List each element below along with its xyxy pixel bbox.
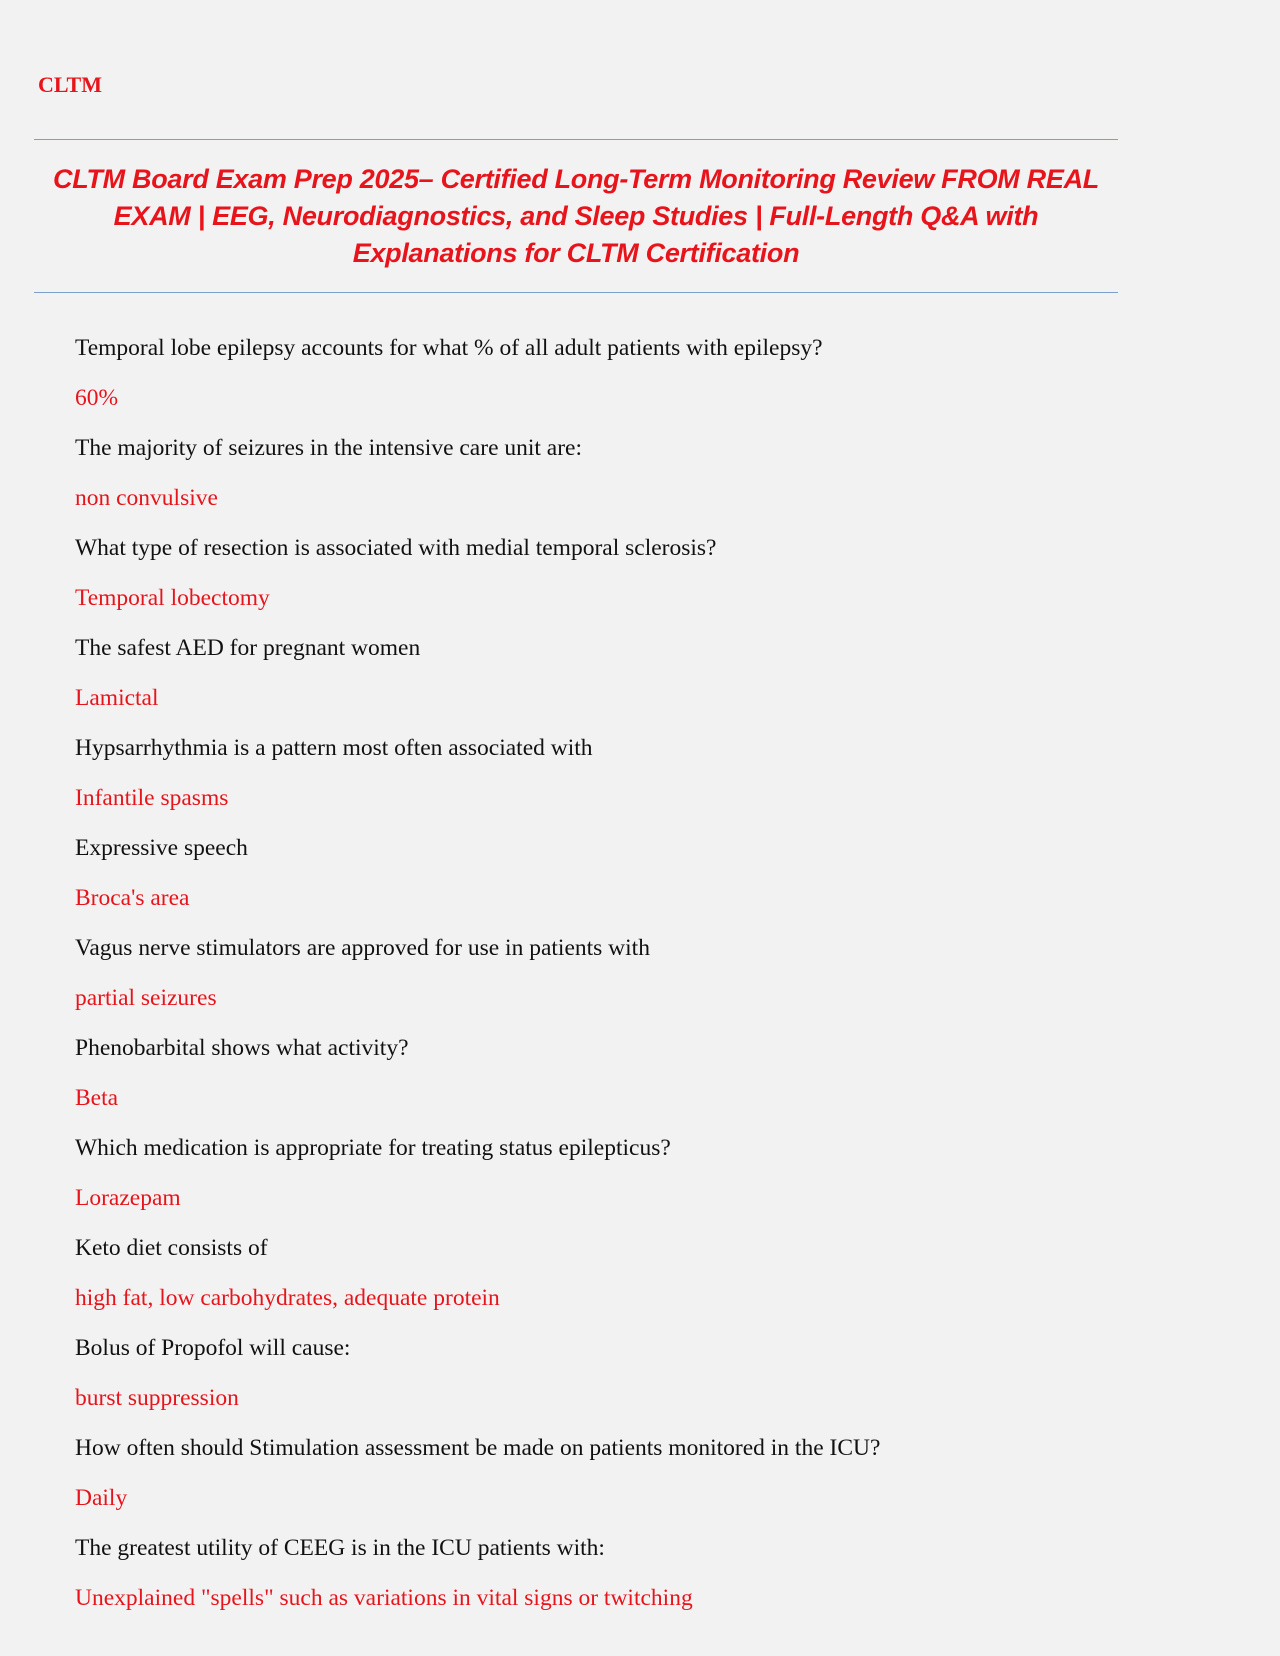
qa-item [75,530,1225,630]
answer-text: Broca's area [75,885,190,911]
question-text: Temporal lobe epilepsy accounts for what % of all adult patients with epilepsy? [75,335,823,361]
qa-item [75,630,1225,730]
answer-text: Unexplained "spells" such as variations in vital signs or twitching [75,1585,693,1611]
answer-text: Lamictal [75,685,159,711]
answer-text: 60% [75,385,119,411]
qa-item [75,730,1225,830]
question-text: The safest AED for pregnant women [75,635,421,661]
document-title [34,161,1118,272]
qa-item [75,1430,1225,1530]
qa-item [75,830,1225,930]
qa-item [75,430,1225,530]
answer-text: partial seizures [75,985,217,1011]
title-bottom-divider [34,292,1118,293]
answer-text: Daily [75,1485,128,1511]
question-text: The majority of seizures in the intensive care unit are: [75,435,583,461]
qa-item [75,1130,1225,1230]
answer-text: non convulsive [75,485,218,511]
question-text: What type of resection is associated with medial temporal sclerosis? [75,535,717,561]
question-text: How often should Stimulation assessment be made on patients monitored in the ICU? [75,1435,881,1461]
answer-text: Beta [75,1085,119,1111]
question-text: Bolus of Propofol will cause: [75,1335,351,1361]
answer-text: burst suppression [75,1385,239,1411]
question-text: Expressive speech [75,835,248,861]
answer-text: high fat, low carbohydrates, adequate protein [75,1285,500,1311]
question-text: Vagus nerve stimulators are approved for use in patients with [75,935,650,961]
qa-item [75,1230,1225,1330]
answer-text: Infantile spasms [75,785,229,811]
qa-item [75,1530,1225,1630]
qa-item [75,1330,1225,1430]
answer-text: Lorazepam [75,1185,181,1211]
title-line-2: EXAM | EEG, Neurodiagnostics, and Sleep Studies | Full-Length Q&A with [113,201,1039,231]
title-top-divider [34,139,1118,140]
qa-item [75,930,1225,1030]
qa-item [75,1030,1225,1130]
question-text: The greatest utility of CEEG is in the ICU patients with: [75,1535,605,1561]
qa-list [75,330,1225,1630]
qa-item [75,330,1225,430]
title-line-1: CLTM Board Exam Prep 2025– Certified Long-Term Monitoring Review FROM REAL [53,164,1099,194]
question-text: Which medication is appropriate for treating status epilepticus? [75,1135,671,1161]
answer-text: Temporal lobectomy [75,585,270,611]
question-text: Keto diet consists of [75,1235,268,1261]
question-text: Hypsarrhythmia is a pattern most often associated with [75,735,593,761]
title-line-3: Explanations for CLTM Certification [352,238,800,268]
question-text: Phenobarbital shows what activity? [75,1035,409,1061]
document-header-label: CLTM [38,72,102,97]
